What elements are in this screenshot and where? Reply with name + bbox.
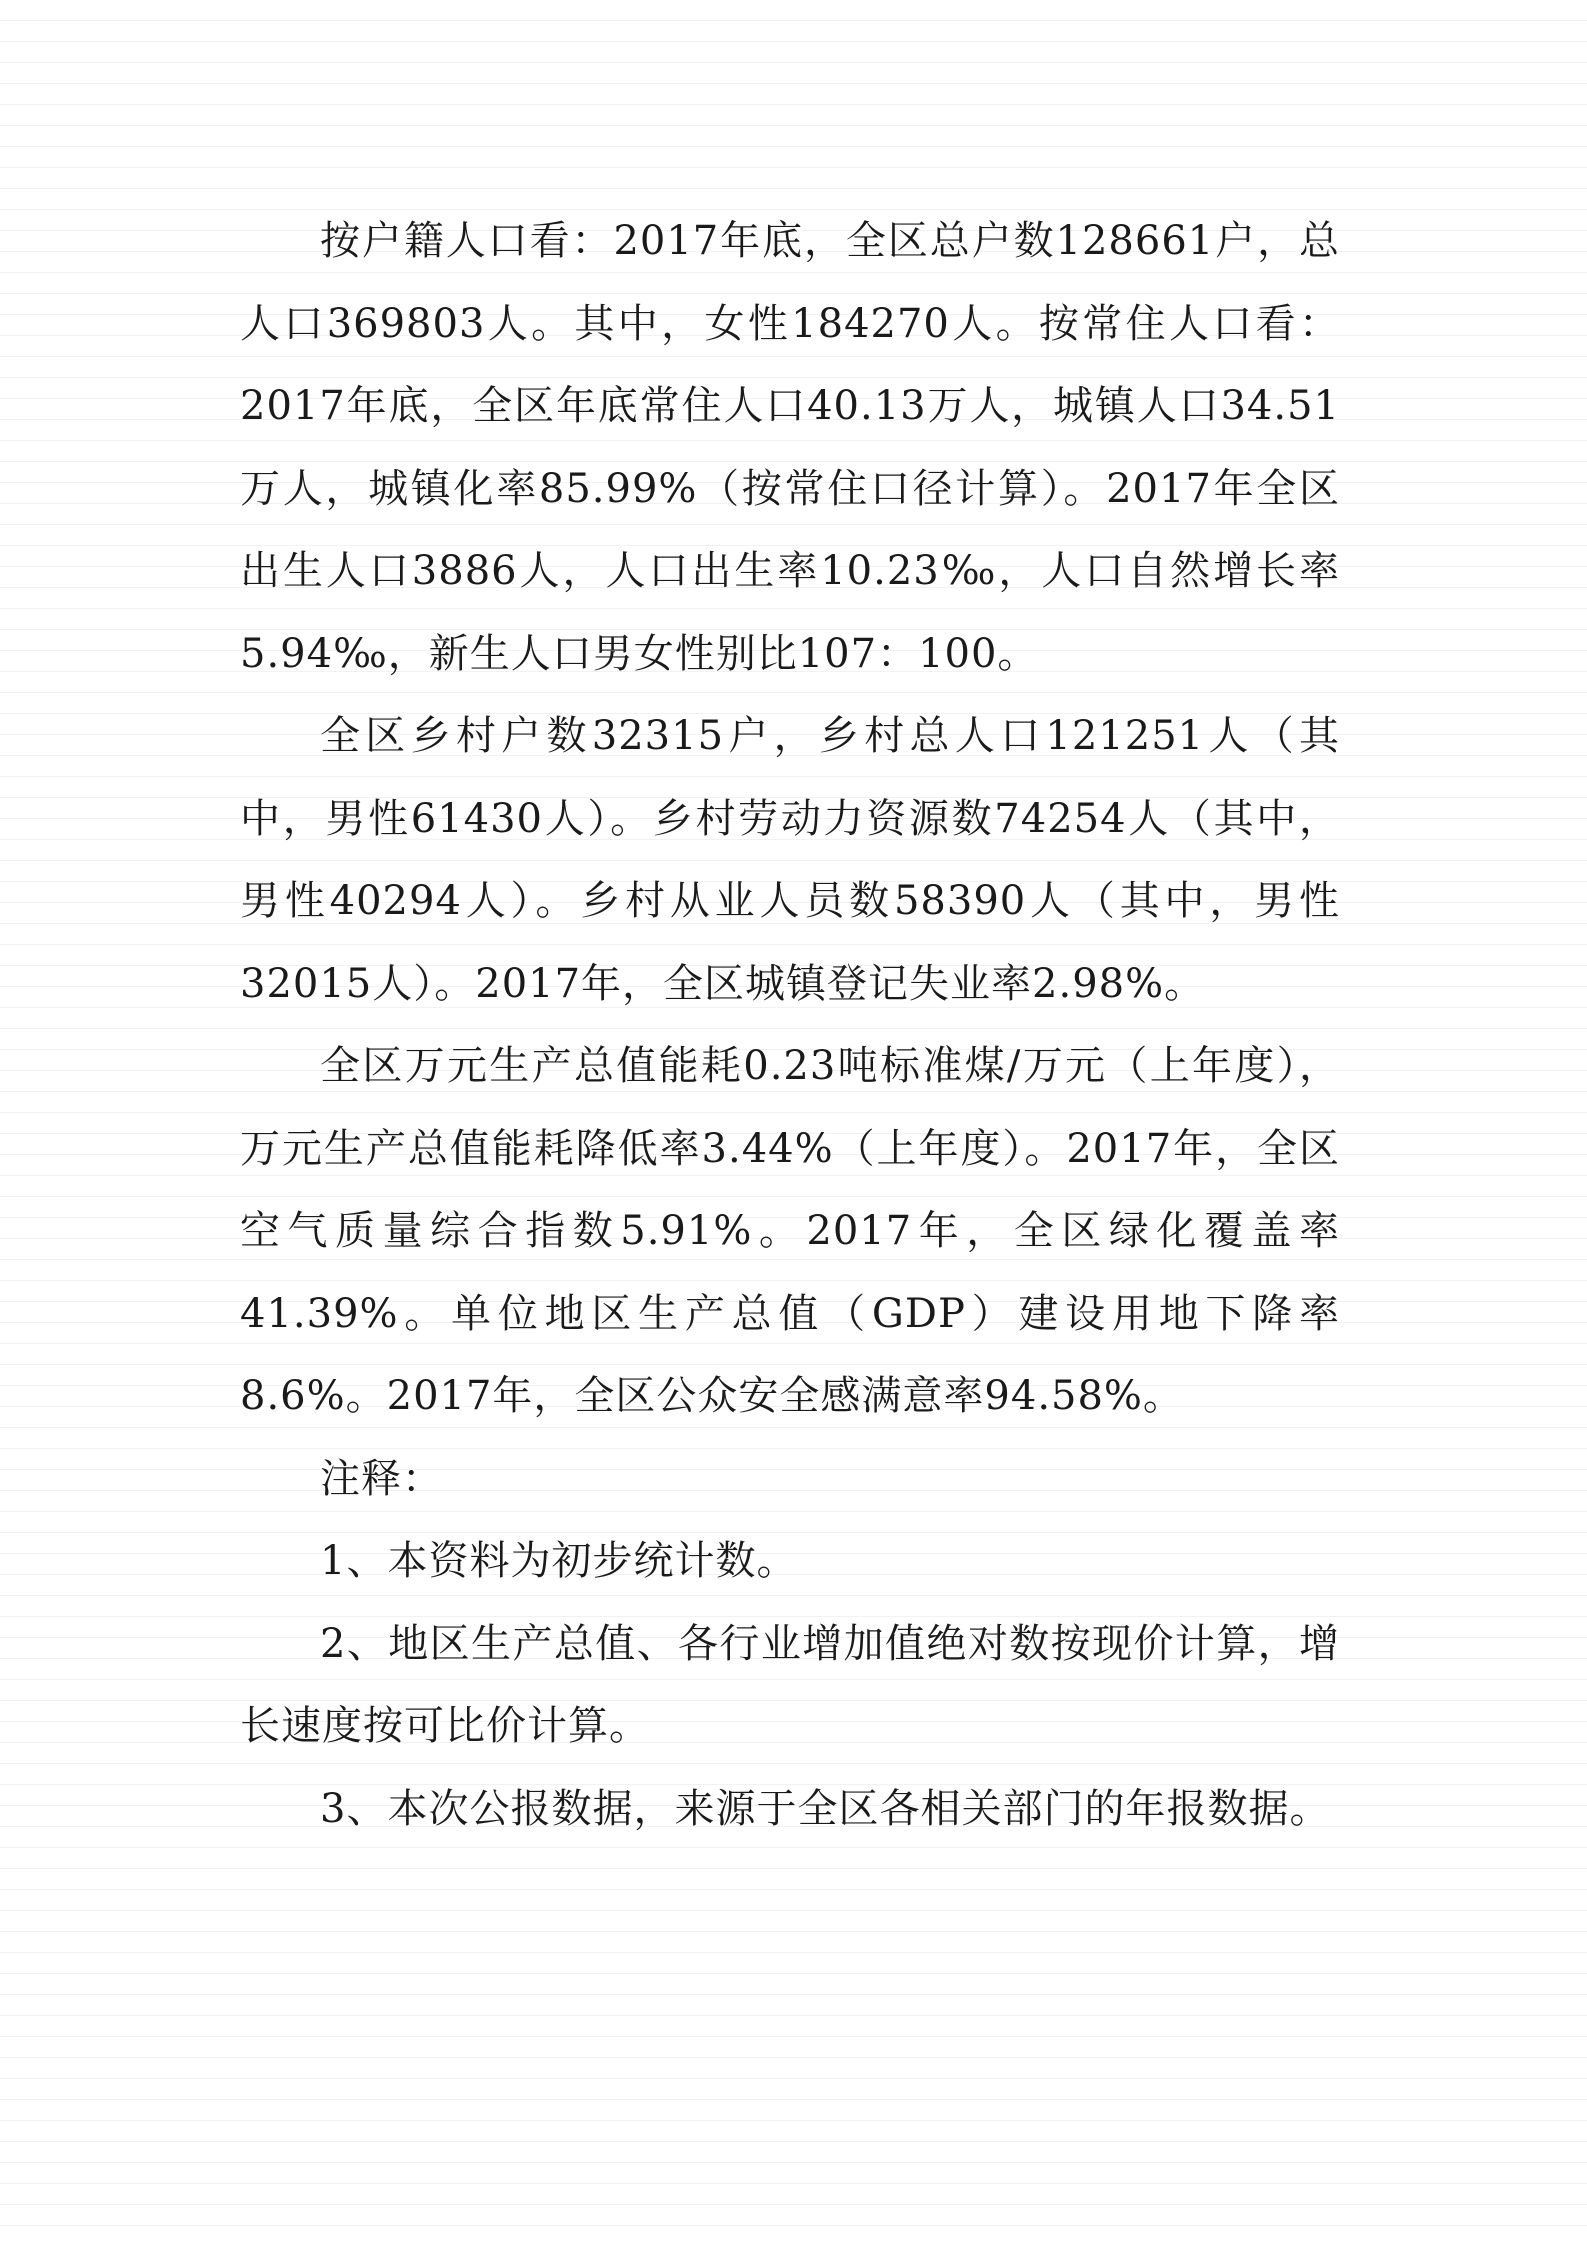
notes-heading: 注释： (320, 1455, 443, 1502)
paragraph-energy-environment: 全区万元生产总值能耗0.23吨标准煤/万元（上年度），万元生产总值能耗降低率3.44%（上年度）。2017年，全区空气质量综合指数5.91%。2017年，全区绿化覆盖率41.39%。单位地区生产总值（GDP）建设用地下降率8.6%。2017年，全区公众安全感满意率94.58%。 (240, 1043, 1340, 1419)
document-body (240, 200, 1340, 1850)
note-item-2: 2、地区生产总值、各行业增加值绝对数按现价计算，增长速度按可比价计算。 (240, 1620, 1340, 1749)
note-item-1: 1、本资料为初步统计数。 (320, 1538, 798, 1584)
paragraph-rural: 全区乡村户数32315户，乡村总人口121251人（其中，男性61430人）。乡村劳动力资源数74254人（其中，男性40294人）。乡村从业人员数58390人（其中，男性32015人）。2017年，全区城镇登记失业率2.98%。 (240, 713, 1340, 1007)
paragraph-population: 按户籍人口看：2017年底，全区总户数128661户，总人口369803人。其中，女性184270人。按常住人口看：2017年底，全区年底常住人口40.13万人，城镇人口34.51万人，城镇化率85.99%（按常住口径计算）。2017年全区出生人口3886人，人口出生率10.23‰，人口自然增长率5.94‰，新生人口男女性别比107：100。 (240, 218, 1340, 677)
note-item-3: 3、本次公报数据，来源于全区各相关部门的年报数据。 (320, 1785, 1331, 1832)
